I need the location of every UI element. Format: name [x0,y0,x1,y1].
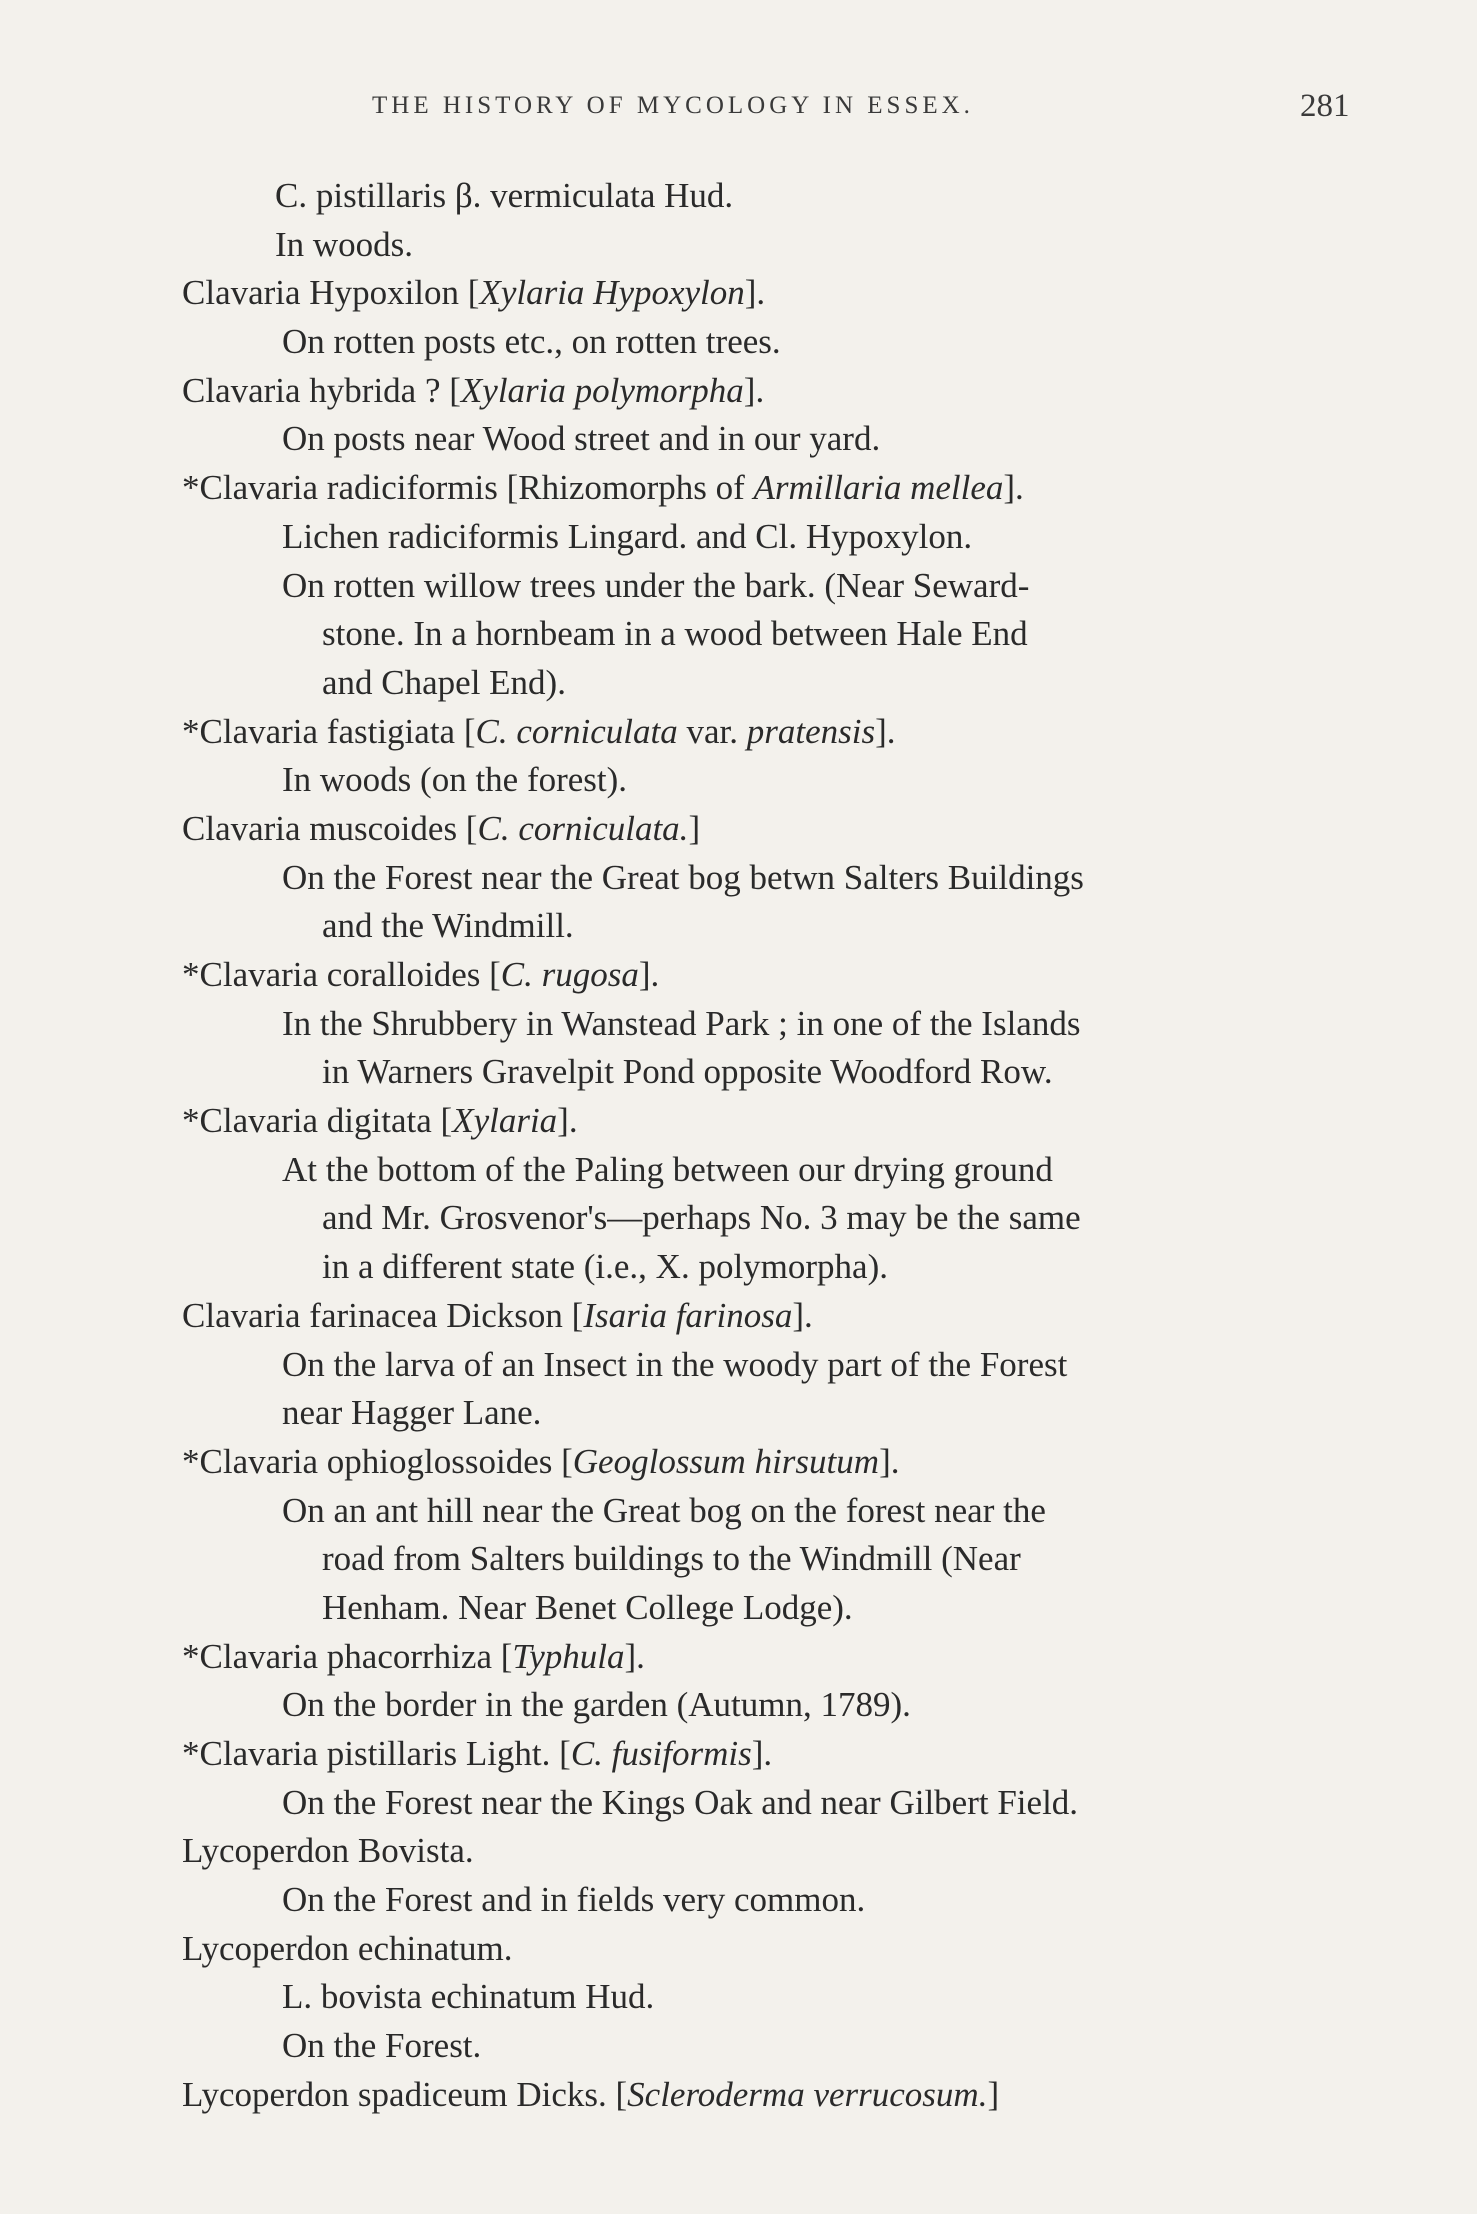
text-run: ] [987,2074,1000,2114]
text-run: in Warners Gravelpit Pond opposite Woodford Row. [322,1052,1053,1092]
text-line [0,1779,1477,1828]
text-run: *Clavaria phacorrhiza [ [182,1636,513,1676]
italic-name: Scleroderma verrucosum. [627,2074,988,2114]
text-run: ]. [557,1101,578,1141]
text-line [0,610,1477,659]
text-line [0,1097,1477,1146]
text-run: and the Windmill. [322,906,574,946]
text-run: and Chapel End). [322,662,566,702]
text-line [0,708,1477,757]
text-line [0,1292,1477,1341]
text-line [0,1487,1477,1536]
italic-name: pratensis [746,711,876,751]
text-run: *Clavaria radiciformis [Rhizomorphs of [182,468,754,508]
text-run: On the Forest and in fields very common. [282,1880,866,1920]
text-run: On the Forest near the Kings Oak and near Gilbert Field. [282,1782,1079,1822]
text-run: Lichen radiciformis Lingard. and Cl. Hypoxylon. [282,516,973,556]
text-run: *Clavaria digitata [ [182,1101,453,1141]
text-line [0,562,1477,611]
text-line [0,269,1477,318]
text-run: Clavaria farinacea Dickson [ [182,1295,584,1335]
text-line [0,902,1477,951]
italic-name: Armillaria mellea [753,468,1004,508]
text-line [0,1584,1477,1633]
text-line [0,513,1477,562]
text-line [0,464,1477,513]
text-line [0,805,1477,854]
text-run: Henham. Near Benet College Lodge). [322,1587,853,1627]
text-line [0,659,1477,708]
text-run: On the larva of an Insect in the woody part of the Forest [282,1344,1068,1384]
text-line [0,1925,1477,1974]
text-run: Clavaria hybrida ? [ [182,370,461,410]
text-line [0,1633,1477,1682]
text-line [0,1535,1477,1584]
text-run: Lycoperdon echinatum. [182,1928,513,1968]
text-run: In the Shrubbery in Wanstead Park ; in one of the Islands [282,1003,1081,1043]
text-line [0,172,1477,221]
text-run: In woods (on the forest). [282,760,628,800]
text-line [0,1827,1477,1876]
text-line [0,1438,1477,1487]
italic-name: C. fusiformis [570,1734,752,1773]
text-run: ]. [879,1441,900,1481]
text-line [0,2022,1477,2071]
text-run: *Clavaria pistillaris Light. [ [182,1734,571,1773]
text-run: On the Forest. [282,2026,482,2066]
text-run: near Hagger Lane. [282,1393,542,1433]
text-line [0,1389,1477,1438]
running-head: THE HISTORY OF MYCOLOGY IN ESSEX. [372,92,974,119]
text-run: ] [688,808,701,848]
italic-name: Xylaria Hypoxylon [479,273,745,313]
text-run: in a different state (i.e., X. polymorpha). [322,1247,888,1287]
text-line [0,1973,1477,2022]
italic-name: Xylaria [452,1101,558,1141]
italic-name: C. corniculata. [477,808,689,848]
italic-name: Typhula [512,1636,625,1676]
text-run: ]. [751,1734,773,1773]
text-run: Lycoperdon Bovista. [182,1831,474,1871]
text-run: road from Salters buildings to the Windmill (Near [322,1539,1021,1579]
text-run: ]. [743,370,765,410]
text-run: On rotten willow trees under the bark. (Near Seward- [282,565,1030,605]
text-run: On rotten posts etc., on rotten trees. [282,322,781,362]
text-line [0,1048,1477,1097]
text-body [0,172,1477,2120]
text-run: Clavaria Hypoxilon [ [182,273,480,313]
text-run: In woods. [275,224,414,264]
italic-name: Isaria farinosa [583,1295,793,1335]
text-run: ]. [792,1295,813,1335]
text-line [0,1000,1477,1049]
text-run: ]. [875,711,896,751]
page-header [0,88,1477,132]
text-run: On an ant hill near the Great bog on the forest near the [282,1490,1046,1530]
text-run: ]. [638,955,660,994]
text-line [0,854,1477,903]
text-run: var. [677,711,747,751]
text-line [0,1730,1477,1779]
text-run: ]. [624,1636,645,1676]
text-run: stone. In a hornbeam in a wood between Hale End [322,614,1028,654]
text-run: ]. [744,273,766,313]
text-line [0,367,1477,416]
text-line [0,1681,1477,1730]
text-line [0,1194,1477,1243]
text-line [0,221,1477,270]
text-run: On the border in the garden (Autumn, 1789). [282,1685,911,1725]
text-line [0,415,1477,464]
text-line [0,951,1477,1000]
text-run: On the Forest near the Great bog betwn Salters Buildings [282,857,1084,897]
text-run: *Clavaria fastigiata [ [182,711,476,751]
text-run: C. pistillaris β. vermiculata Hud. [275,176,734,215]
text-line [0,1876,1477,1925]
text-run: Clavaria muscoides [ [182,808,478,848]
text-run: L. bovista echinatum Hud. [282,1977,655,2017]
text-run: On posts near Wood street and in our yard. [282,419,881,459]
text-line [0,1243,1477,1292]
italic-name: C. rugosa [500,955,639,994]
italic-name: C. corniculata [475,711,678,751]
text-line [0,1341,1477,1390]
text-line [0,318,1477,367]
text-run: *Clavaria ophioglossoides [ [182,1441,573,1481]
text-line [0,2071,1477,2120]
page-number: 281 [1300,88,1350,124]
text-run: and Mr. Grosvenor's—perhaps No. 3 may be the same [322,1198,1081,1238]
text-run: ]. [1003,468,1024,508]
text-line [0,1146,1477,1195]
text-run: Lycoperdon spadiceum Dicks. [ [182,2074,628,2114]
text-line [0,756,1477,805]
text-run: At the bottom of the Paling between our drying ground [282,1149,1053,1189]
text-run: *Clavaria coralloides [ [182,955,501,994]
italic-name: Geoglossum hirsutum [572,1441,880,1481]
italic-name: Xylaria polymorpha [460,370,744,410]
